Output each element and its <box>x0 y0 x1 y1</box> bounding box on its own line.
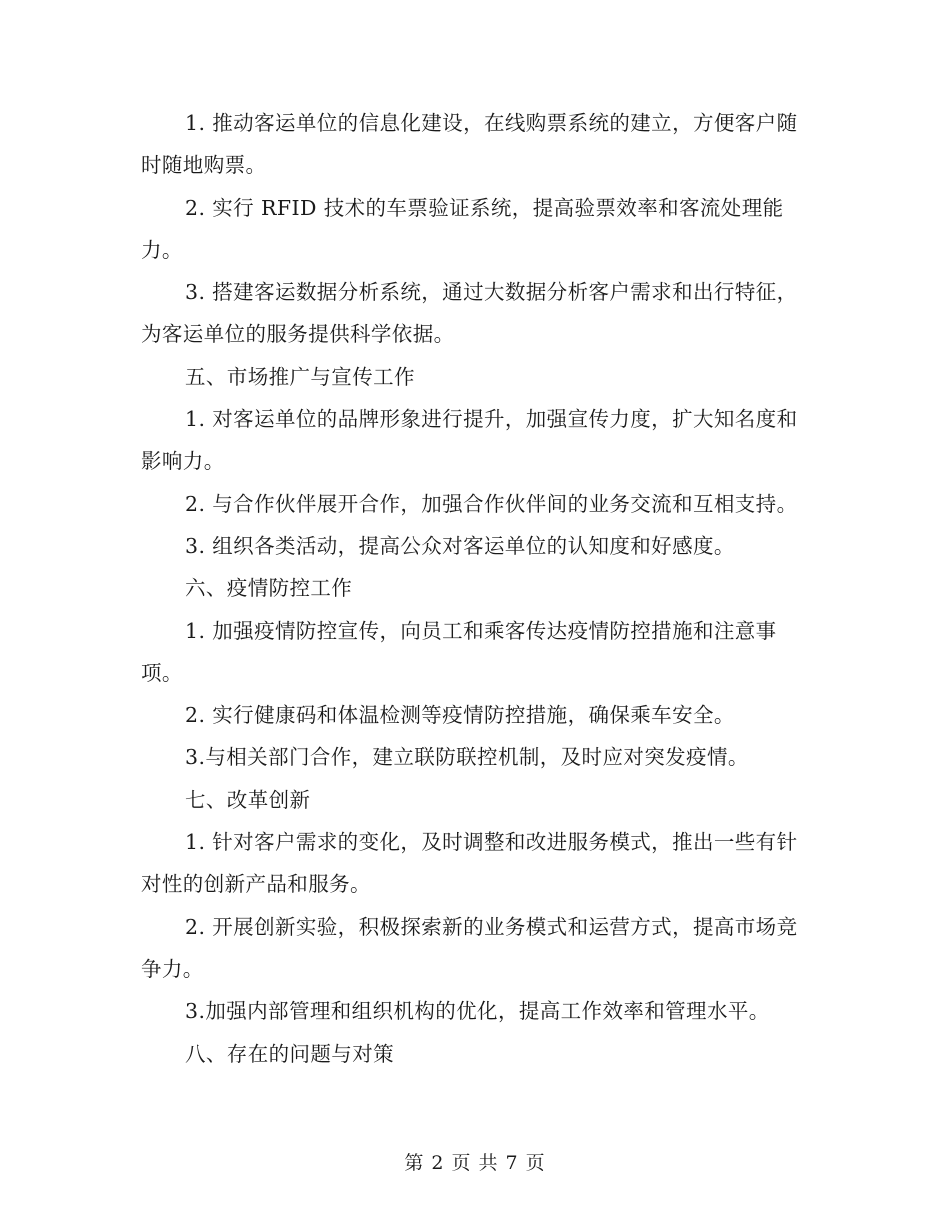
section-heading-reform: 七、改革创新 <box>185 787 311 812</box>
paragraph-epidemic-publicity-item-1: 1. 加强疫情防控宣传，向员工和乘客传达疫情防控措施和注意事项。 <box>141 618 777 685</box>
paragraph-data-analysis-item-3: 3. 搭建客运数据分析系统，通过大数据分析客户需求和出行特征，为客运单位的服务提供科学依据。 <box>141 280 798 347</box>
paragraph-joint-control-item-3: 3.与相关部门合作，建立联防联控机制，及时应对突发疫情。 <box>185 745 749 770</box>
paragraph-health-code-item-2: 2. 实行健康码和体温检测等疫情防控措施，确保乘车安全。 <box>185 703 735 728</box>
paragraph-activities-item-3: 3. 组织各类活动，提高公众对客运单位的认知度和好感度。 <box>185 533 735 558</box>
document-body <box>141 102 809 1075</box>
paragraph-management-item-3: 3.加强内部管理和组织机构的优化，提高工作效率和管理水平。 <box>185 999 770 1024</box>
paragraph-rfid-item-2: 2. 实行 RFID 技术的车票验证系统，提高验票效率和客流处理能力。 <box>141 195 784 262</box>
paragraph-partners-item-2: 2. 与合作伙伴展开合作，加强合作伙伴间的业务交流和互相支持。 <box>185 491 798 516</box>
section-heading-epidemic: 六、疫情防控工作 <box>185 576 353 601</box>
page-number-footer: 第 2 页 共 7 页 <box>404 1152 546 1174</box>
paragraph-innovation-item-2: 2. 开展创新实验，积极探索新的业务模式和运营方式，提高市场竞争力。 <box>141 914 798 981</box>
section-heading-problems: 八、存在的问题与对策 <box>185 1041 394 1066</box>
paragraph-brand-item-1: 1. 对客运单位的品牌形象进行提升，加强宣传力度，扩大知名度和影响力。 <box>141 407 798 474</box>
paragraph-service-model-item-1: 1. 针对客户需求的变化，及时调整和改进服务模式，推出一些有针对性的创新产品和服务。 <box>141 830 798 897</box>
paragraph-it-item-1: 1. 推动客运单位的信息化建设，在线购票系统的建立，方便客户随时随地购票。 <box>141 111 798 178</box>
section-heading-marketing: 五、市场推广与宣传工作 <box>185 364 415 389</box>
